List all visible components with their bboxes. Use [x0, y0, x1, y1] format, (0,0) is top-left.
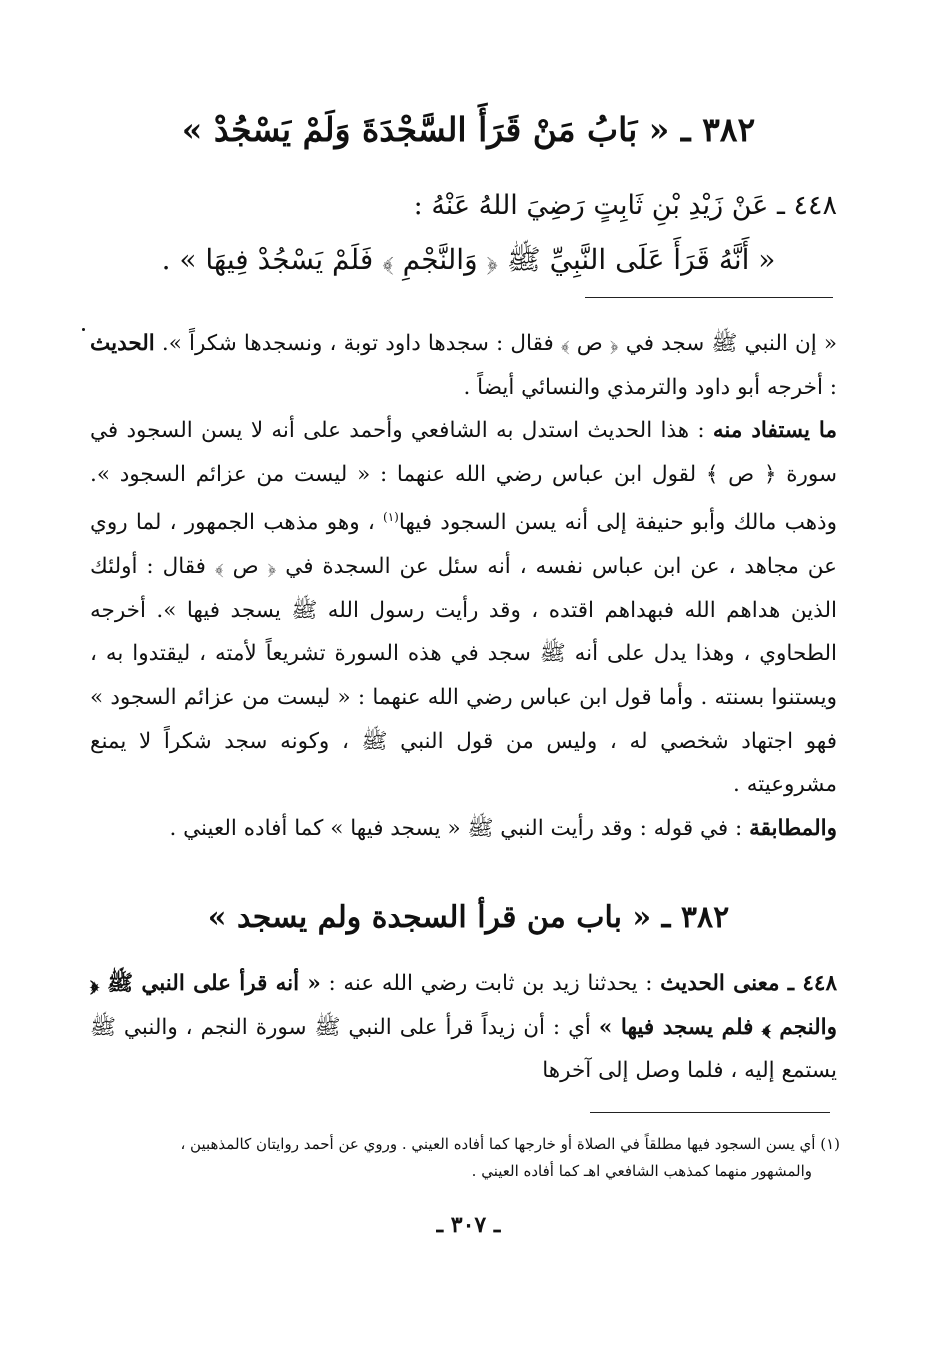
meaning-block — [90, 962, 837, 1093]
page-number: ـ ٣٠٧ ـ — [436, 1212, 501, 1238]
meaning-label: ٤٤٨ ـ معنى الحديث — [660, 971, 837, 996]
commentary-hadith-label: الحديث — [90, 331, 155, 356]
commentary-p2: : هذا الحديث استدل به الشافعي وأحمد على أنه لا يسن السجود في سورة ﴿ ص ﴾ لقول ابن عباس رضي الله عنهما : « ليست من عزائم السجود ». وذهب مالك وأبو حنيفة إلى أنه يسن السجود فيها — [90, 418, 837, 536]
footnote-line-2: والمشهور منهما كمذهب الشافعي اهـ كما أفاده العيني . — [471, 1162, 812, 1180]
section-title: ٣٨٢ ـ « باب من قرأ السجدة ولم يسجد » — [207, 900, 730, 935]
footnote — [95, 1131, 840, 1185]
meaning-text2: أي : أن زيداً قرأ على النبي ﷺ سورة النجم ، والنبي ﷺ يستمع إليه ، فلما وصل إلى آخرها — [90, 1014, 837, 1084]
commentary-p2-cont: ، وهو مذهب الجمهور ، لما روي عن مجاهد ، عن ابن عباس نفسه ، أنه سئل عن السجدة في ﴿ ص ﴾ فقال : أولئك الذين هداهم الله فبهداهم اقتده ، وقد رأيت رسول الله ﷺ يسجد فيها ». أخرجه الطحاوي ، وهذا يدل على أنه ﷺ سجد في هذه السورة تشريعاً لأمته ، ليقتدوا به ، ويستنوا بسنته . وأما قول ابن عباس رضي الله عنهما : « ليست من عزائم السجود » فهو اجتهاد شخصي له ، وليس من قول النبي ﷺ ، وكونه سجد شكراً لا يمنع مشروعيته . — [90, 510, 837, 798]
margin-mark — [82, 328, 85, 331]
hadith-text-line: « أَنَّهُ قَرَأَ عَلَى النَّبِيِّ ﷺ ﴿ وَالنَّجْمِ ﴾ فَلَمْ يَسْجُدْ فِيهَا » . — [161, 243, 776, 276]
footnote-line-1: (١) أي يسن السجود فيها مطلقاً في الصلاة أو خارجها كما أفاده العيني . وروي عن أحمد روايتان كالمذهبين ، — [180, 1135, 840, 1153]
commentary-benefit-label: ما يستفاد منه — [712, 418, 837, 444]
meaning-text1: : يحدثنا زيد بن ثابت رضي الله عنه : — [328, 971, 653, 996]
chapter-title: ٣٨٢ ـ « بَابُ مَنْ قَرَأَ السَّجْدَةَ وَلَمْ يَسْجُدْ » — [181, 110, 756, 149]
commentary-correspondence-label: والمطابقة — [749, 815, 837, 841]
hadith-separator — [585, 297, 833, 298]
meaning-quote: « أنه قرأ على النبي ﷺ ﴿ والنجم ﴾ فلم يسجد فيها » — [90, 971, 837, 1040]
commentary-p1: « إن النبي ﷺ سجد في ﴿ ص ﴾ فقال : سجدها داود توبة ، ونسجدها شكراً ». — [161, 331, 837, 356]
commentary-p1-rest: : أخرجه أبو داود والترمذي والنسائي أيضاً . — [463, 374, 837, 400]
commentary-block — [90, 322, 837, 850]
commentary-p3: : في قوله : وقد رأيت النبي ﷺ « يسجد فيها » كما أفاده العيني . — [169, 815, 743, 841]
footnote-ref: (١) — [383, 510, 399, 525]
hadith-narrator-line: ٤٤٨ ـ عَنْ زَيْدِ بْنِ ثَابِتٍ رَضِيَ اللهُ عَنْهُ : — [413, 190, 837, 221]
footnote-separator — [590, 1112, 830, 1113]
